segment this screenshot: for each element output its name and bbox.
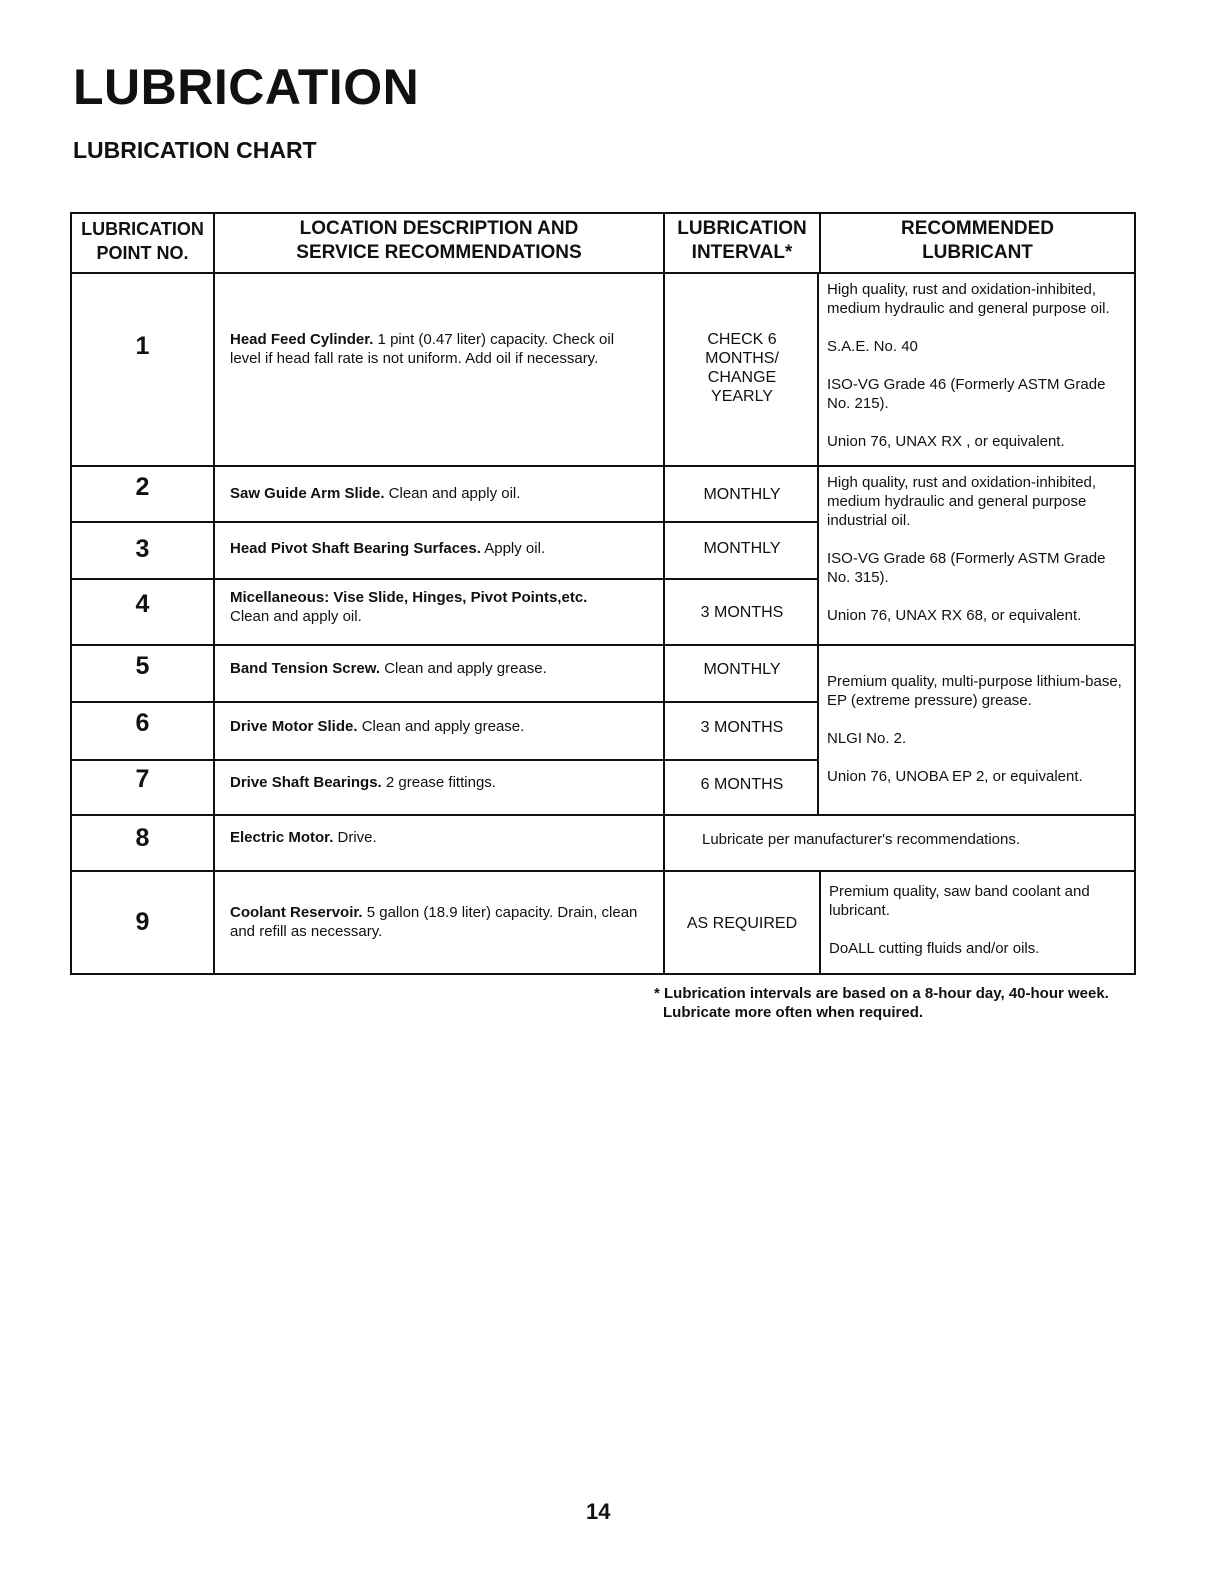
point-number: 5 xyxy=(72,646,215,701)
location-description: Electric Motor. Drive. xyxy=(215,816,665,870)
point-number: 7 xyxy=(72,761,215,814)
location-description: Band Tension Screw. Clean and apply grease. xyxy=(215,646,665,701)
interval: 3 MONTHS xyxy=(665,703,821,759)
interval-merged: Lubricate per manufacturer's recommendations. xyxy=(702,831,1021,848)
chart-subtitle: LUBRICATION CHART xyxy=(73,137,317,163)
table-row xyxy=(72,872,1134,973)
lubricant-group-3: Premium quality, multi-purpose lithium-base, EP (extreme pressure) grease. NLGI No. 2. Union 76, UNOBA EP 2, or equivalent. xyxy=(817,646,1134,816)
point-number: 4 xyxy=(72,580,215,644)
location-description: Micellaneous: Vise Slide, Hinges, Pivot Points,etc. Clean and apply oil. xyxy=(215,580,665,644)
point-number: 1 xyxy=(72,274,215,465)
interval: MONTHLY xyxy=(665,523,821,578)
location-description: Drive Motor Slide. Clean and apply grease. xyxy=(215,703,665,759)
location-description: Saw Guide Arm Slide. Clean and apply oil. xyxy=(215,467,665,521)
location-description: Coolant Reservoir. 5 gallon (18.9 liter) capacity. Drain, clean and refill as necessary. xyxy=(215,872,665,973)
point-number: 6 xyxy=(72,703,215,759)
page-title: LUBRICATION xyxy=(73,59,420,115)
table-row xyxy=(72,816,1134,872)
header-point-no: LUBRICATION POINT NO. xyxy=(72,214,215,272)
interval: CHECK 6 MONTHS/ CHANGE YEARLY xyxy=(665,274,821,465)
point-number: 2 xyxy=(72,467,215,521)
interval: MONTHLY xyxy=(665,646,821,701)
interval: AS REQUIRED xyxy=(665,872,821,973)
point-number: 9 xyxy=(72,872,215,973)
point-number: 3 xyxy=(72,523,215,578)
interval-footnote: * Lubrication intervals are based on a 8-hour day, 40-hour week. Lubricate more often when required. xyxy=(654,985,1109,1021)
location-description: Head Pivot Shaft Bearing Surfaces. Apply oil. xyxy=(215,523,665,578)
header-location: LOCATION DESCRIPTION AND SERVICE RECOMMENDATIONS xyxy=(215,214,665,272)
lubricant-group-2: High quality, rust and oxidation-inhibited, medium hydraulic and general purpose industrial oil. ISO-VG Grade 68 (Formerly ASTM Grade No. 315). Union 76, UNAX RX 68, or equivalent. xyxy=(817,467,1134,646)
location-description: Head Feed Cylinder. 1 pint (0.47 liter) capacity. Check oil level if head fall rate is not uniform. Add oil if necessary. xyxy=(215,274,665,465)
page-number: 14 xyxy=(586,1499,611,1524)
interval: 6 MONTHS xyxy=(665,761,821,814)
location-description: Drive Shaft Bearings. 2 grease fittings. xyxy=(215,761,665,814)
interval: MONTHLY xyxy=(665,467,821,521)
lubrication-table xyxy=(70,212,1136,975)
lubricant-group-1: High quality, rust and oxidation-inhibited, medium hydraulic and general purpose oil. S.A.E. No. 40 ISO-VG Grade 46 (Formerly ASTM Grade No. 215). Union 76, UNAX RX , or equivalent. xyxy=(817,274,1134,467)
interval: 3 MONTHS xyxy=(665,580,821,644)
point-number: 8 xyxy=(72,816,215,870)
header-lubricant: RECOMMENDED LUBRICANT xyxy=(900,218,1055,263)
header-interval: LUBRICATION INTERVAL* xyxy=(665,214,821,272)
lubricant-cell: Premium quality, saw band coolant and lubricant. DoALL cutting fluids and/or oils. xyxy=(829,883,1090,957)
table-header xyxy=(72,214,1134,274)
